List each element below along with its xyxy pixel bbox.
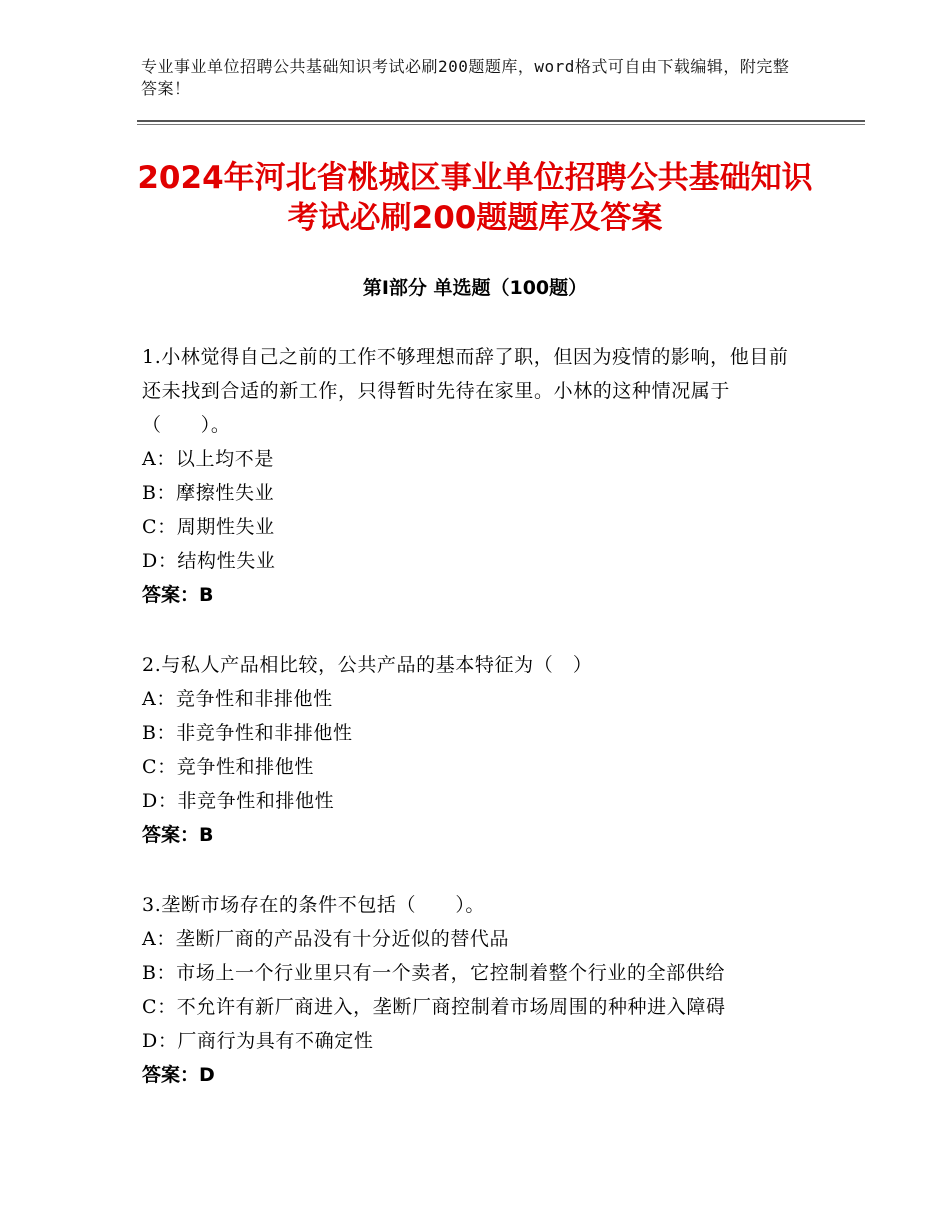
question-list xyxy=(142,340,802,1128)
document-title: 2024年河北省桃城区事业单位招聘公共基础知识考试必刷200题题库及答案 xyxy=(137,160,813,236)
question-option-c: C：周期性失业 xyxy=(142,516,275,538)
question-option-a: A：竞争性和非排他性 xyxy=(142,688,333,710)
header-rule-thin xyxy=(137,124,865,125)
question-option-b: B：市场上一个行业里只有一个卖者，它控制着整个行业的全部供给 xyxy=(142,962,725,984)
header-rule-thick xyxy=(137,120,865,122)
question-option-c: C：竞争性和排他性 xyxy=(142,756,314,778)
question-2 xyxy=(142,648,802,852)
question-option-c: C：不允许有新厂商进入，垄断厂商控制着市场周围的种种进入障碍 xyxy=(142,996,726,1018)
question-stem: 1.小林觉得自己之前的工作不够理想而辞了职，但因为疫情的影响，他目前还未找到合适的新工作，只得暂时先待在家里。小林的这种情况属于（ ）。 xyxy=(142,346,789,436)
question-option-a: A：垄断厂商的产品没有十分近似的替代品 xyxy=(142,928,510,950)
question-answer: 答案：B xyxy=(142,584,214,606)
question-option-d: D：厂商行为具有不确定性 xyxy=(142,1030,374,1052)
question-3 xyxy=(142,888,802,1092)
question-answer: 答案：D xyxy=(142,1064,215,1086)
section-title: 第Ⅰ部分 单选题（100题） xyxy=(362,277,588,299)
question-stem: 3.垄断市场存在的条件不包括（ ）。 xyxy=(142,894,486,916)
question-answer: 答案：B xyxy=(142,824,214,846)
question-1 xyxy=(142,340,802,612)
question-option-b: B：非竞争性和非排他性 xyxy=(142,722,353,744)
question-option-d: D：非竞争性和排他性 xyxy=(142,790,335,812)
question-option-a: A：以上均不是 xyxy=(142,448,274,470)
question-option-b: B：摩擦性失业 xyxy=(142,482,275,504)
question-stem: 2.与私人产品相比较，公共产品的基本特征为（ ） xyxy=(142,654,593,676)
header-note: 专业事业单位招聘公共基础知识考试必刷200题题库，word格式可自由下载编辑，附完整答案！ xyxy=(141,57,790,98)
question-option-d: D：结构性失业 xyxy=(142,550,276,572)
